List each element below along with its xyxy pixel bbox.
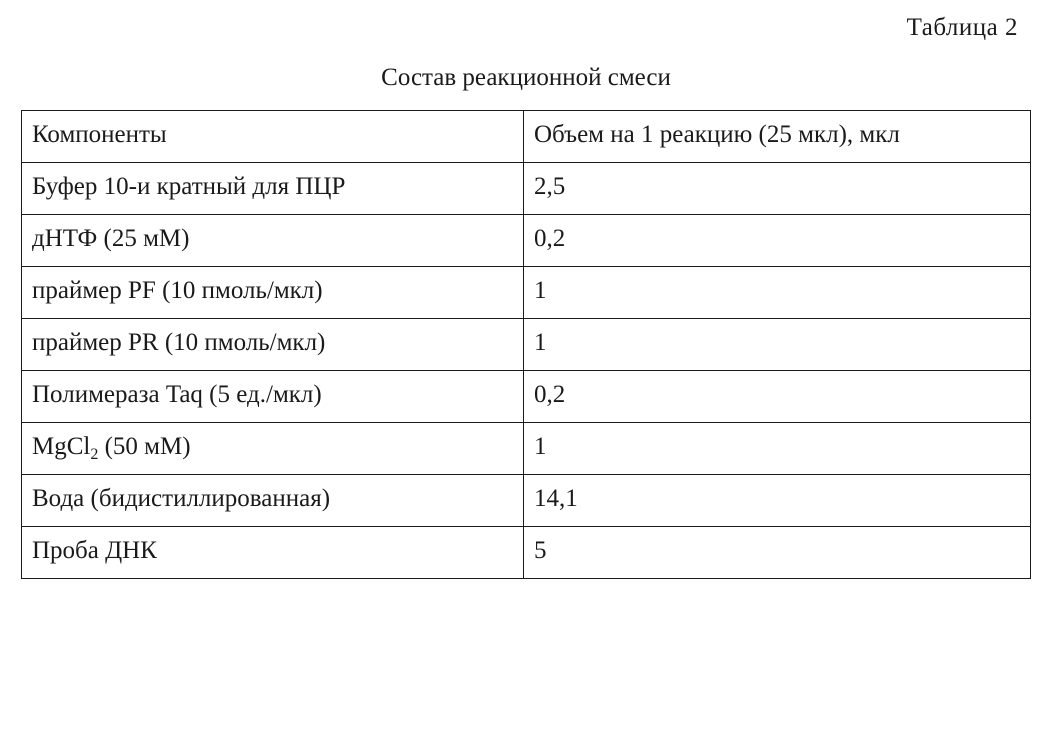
component-cell: праймер PR (10 пмоль/мкл) [22, 319, 524, 371]
column-header-components: Компоненты [22, 111, 524, 163]
component-cell: праймер PF (10 пмоль/мкл) [22, 267, 524, 319]
volume-cell: 2,5 [524, 163, 1031, 215]
component-formula: MgCl [32, 433, 91, 460]
component-cell: Полимераза Taq (5 ед./мкл) [22, 371, 524, 423]
volume-cell: 0,2 [524, 371, 1031, 423]
component-cell [22, 423, 524, 475]
table-row [22, 215, 1031, 267]
table-row [22, 371, 1031, 423]
volume-cell: 14,1 [524, 475, 1031, 527]
component-cell: Буфер 10-и кратный для ПЦР [22, 163, 524, 215]
table-row [22, 475, 1031, 527]
volume-cell: 1 [524, 267, 1031, 319]
volume-cell: 1 [524, 423, 1031, 475]
table-number: Таблица 2 [906, 14, 1018, 41]
component-formula-subscript: 2 [90, 446, 99, 463]
component-concentration: (50 мМ) [98, 433, 191, 460]
table-row [22, 527, 1031, 579]
column-header-volume: Объем на 1 реакцию (25 мкл), мкл [524, 111, 1031, 163]
table-caption: Состав реакционной смеси [381, 64, 671, 91]
table-header-row [22, 111, 1031, 163]
table-row [22, 267, 1031, 319]
component-cell: дНТФ (25 мМ) [22, 215, 524, 267]
volume-cell: 5 [524, 527, 1031, 579]
table-row [22, 163, 1031, 215]
volume-cell: 0,2 [524, 215, 1031, 267]
composition-table [21, 110, 1031, 579]
volume-cell: 1 [524, 319, 1031, 371]
component-cell: Вода (бидистиллированная) [22, 475, 524, 527]
component-cell: Проба ДНК [22, 527, 524, 579]
table-row [22, 423, 1031, 475]
table-row [22, 319, 1031, 371]
